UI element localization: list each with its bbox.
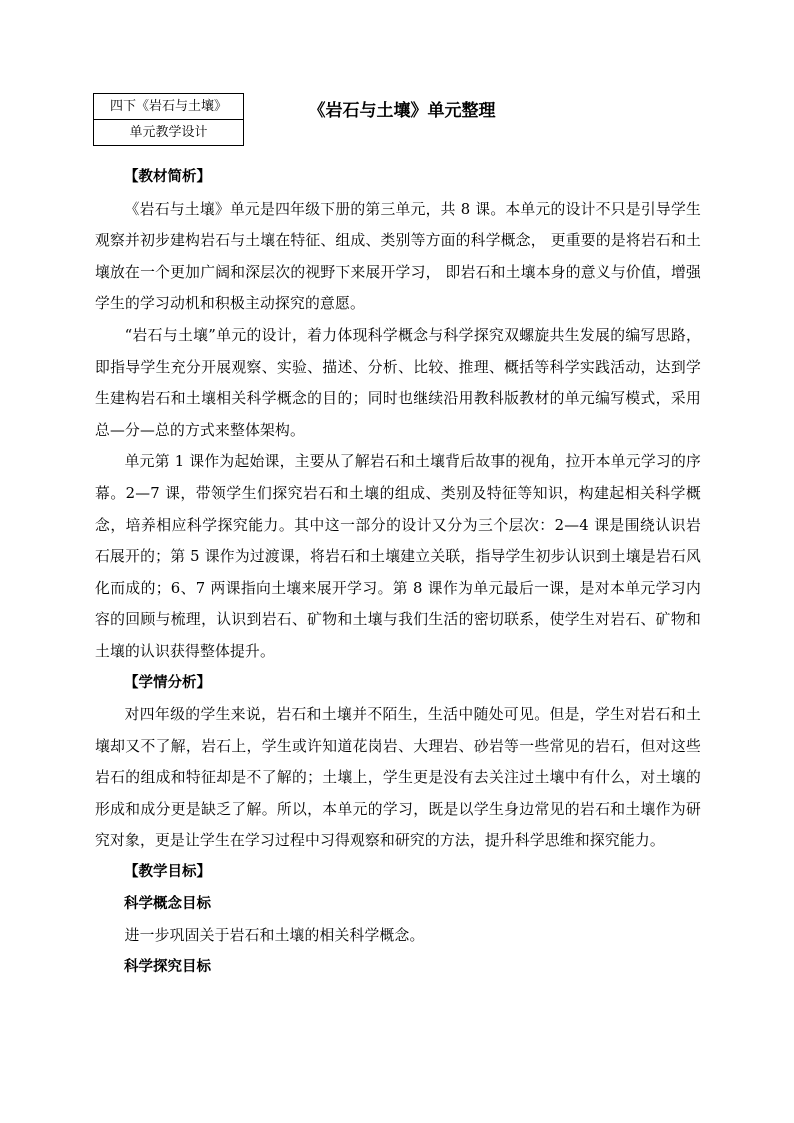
document-title: 《岩石与土壤》单元整理 bbox=[308, 101, 496, 121]
document-body bbox=[95, 162, 701, 983]
teaching-goals-heading: 【教学目标】 bbox=[124, 864, 211, 881]
student-paragraph-1: 对四年级的学生来说，岩石和土壤并不陌生，生活中随处可见。但是，学生对岩石和土壤却又不了解，岩石上，学生或许知道花岗岩、大理岩、砂岩等一些常见的岩石，但对这些岩石的组成和特征却是不了解的；土壤上，学生更是没有去关注过土壤中有什么，对土壤的形成和成分更是缺乏了解。所以，本单元的学习，既是以学生身边常见的岩石和土壤作为研究对象，更是让学生在学习过程中习得观察和研究的方法，提升科学思维和探究能力。 bbox=[95, 706, 701, 850]
textbook-paragraph-3: 单元第 1 课作为起始课，主要从了解岩石和土壤背后故事的视角，拉开本单元学习的序幕。2—7 课，带领学生们探究岩石和土壤的组成、类别及特征等知识，构建起相关科学概念，培养相应科学探究能力。其中这一部分的设计又分为三个层次：2—4 课是围绕认识岩石展开的；第 5 课作为过渡课，将岩石和土壤建立关联，指导学生初步认识到土壤是岩石风化而成的；6、7 两课指向土壤来展开学习。第 8 课作为单元最后一课，是对本单元学习内容的回顾与梳理，认识到岩石、矿物和土壤与我们生活的密切联系，使学生对岩石、矿物和土壤的认识获得整体提升。 bbox=[95, 453, 701, 660]
student-analysis-heading: 【学情分析】 bbox=[124, 674, 211, 691]
unit-label-line2: 单元教学设计 bbox=[129, 125, 208, 140]
textbook-paragraph-2: “岩石与土壤”单元的设计，着力体现科学概念与科学探究双螺旋共生发展的编写思路，即指导学生充分开展观察、实验、描述、分析、比较、推理、概括等科学实践活动，达到学生建构岩石和土壤相关科学概念的目的；同时也继续沿用教科版教材的单元编写模式，采用总—分—总的方式来整体架构。 bbox=[95, 326, 701, 439]
unit-label-line1: 四下《岩石与土壤》 bbox=[94, 94, 243, 120]
textbook-paragraph-1: 《岩石与土壤》单元是四年级下册的第三单元，共 8 课。本单元的设计不只是引导学生观察并初步建构岩石与土壤在特征、组成、类别等方面的科学概念， 更重要的是将岩石和土壤放在一个更加广阔和深层次的视野下来展开学习， 即岩石和土壤本身的意义与价值，增强学生的学习动机和积极主动探究的意愿。 bbox=[95, 200, 701, 313]
concept-goal-heading: 科学概念目标 bbox=[124, 895, 211, 912]
unit-label-box bbox=[93, 93, 244, 146]
concept-goal-paragraph: 进一步巩固关于岩石和土壤的相关科学概念。 bbox=[124, 927, 425, 945]
textbook-analysis-heading: 【教材简析】 bbox=[124, 169, 211, 185]
inquiry-goal-heading: 科学探究目标 bbox=[124, 958, 211, 975]
